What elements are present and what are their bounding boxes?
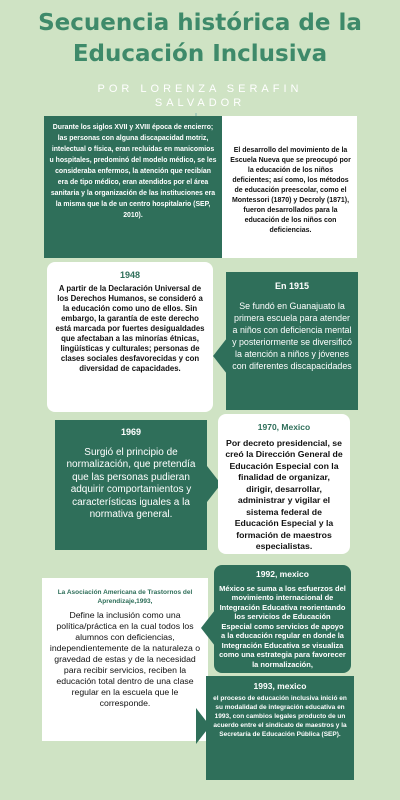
card-asociacion-americana <box>42 578 208 741</box>
card-1948 <box>47 262 213 412</box>
author <box>0 82 400 110</box>
card-year: En 1915 <box>274 281 310 291</box>
card-text: Se fundó en Guanajuato la primera escuela para atender a niños con deficiencia mental y posteriormente se diversificó la atención a niños y jóvenes con diferentes discapacidades <box>232 301 352 371</box>
card-text: Surgió el principio de normalización, que pretendía que las personas pudieran adquirir comportamientos y características iguales a la normativa general. <box>66 446 196 520</box>
author-line-2: SALVADOR <box>154 97 246 109</box>
card-text: México se suma a los esfuerzos del movimiento internacional de Integración Educativa reorientando los servicios de Educación Especial como servicios de apoyo a la educación regular en donde la Integración Educativa se visualiza como una estrategia para favorecer la normalización, <box>219 583 346 669</box>
card-1993-mexico <box>206 676 354 780</box>
title-line-1: Secuencia histórica de la <box>38 10 362 36</box>
title-line-2: Educación Inclusiva <box>72 41 328 67</box>
card-year: La Asociación Americana de Trastornos del Aprendizaje,1993, <box>57 589 193 605</box>
card-1969 <box>55 420 207 550</box>
header <box>0 0 400 120</box>
card-year: 1993, mexico <box>253 681 307 691</box>
page-title <box>0 8 400 70</box>
card-text: el proceso de educación inclusiva inició en su modalidad de integración educativa en 1993, con cambios legales producto de un acuerdo entre el sindicato de maestros y la Secretaría de Educación Pública (SEP). <box>213 695 347 738</box>
card-1915 <box>226 272 358 410</box>
card-year: 1992, mexico <box>256 569 309 579</box>
arrow-left <box>201 610 215 646</box>
author-line-1: POR LORENZA SERAFIN <box>97 83 303 95</box>
card-text: Por decreto presidencial, se creó la Dirección General de Educación Especial con la finalidad de organizar, dirigir, desarrollar, administrar y vigilar el sistema federal de Educación Especial y la formación de maestros especialistas. <box>225 437 343 551</box>
card-siglos-xvii-xviii <box>44 116 222 258</box>
card-text: A partir de la Declaración Universal de los Derechos Humanos, se consideró a la educación como uno de ellos. Sin embargo, la garantía de este derecho está marcada por fuertes desigualdades que afectaban a las minorías étnicas, lingüísticas y culturales; personas de clases sociales desfavorecidas y con diversidad de capacidades. <box>55 284 205 373</box>
card-text: Define la inclusión como una política/práctica en la cual todos los alumnos con deficiencias, independientemente de la naturaleza o gravedad de estas y de la necesidad para recibir servicios, reciben la educación total dentro de una clase regular en la escuela que le corresponde. <box>49 610 201 708</box>
card-text: El desarrollo del movimiento de la Escuela Nueva que se preocupó por la educación de los niños deficientes; así como, los métodos de educación preescolar, como el Montessori (1870) y Decroly (1871), fueron desarrollados para la educación de los niños con deficiencias. <box>230 147 351 234</box>
card-year: 1948 <box>119 270 141 280</box>
card-1992-mexico <box>214 565 351 673</box>
card-year: 1970, Mexico <box>257 422 311 432</box>
arrow-left <box>213 338 227 374</box>
card-year: 1969 <box>120 427 142 437</box>
card-escuela-nueva <box>222 116 357 258</box>
card-text: Durante los siglos XVII y XVIII época de encierro; las personas con alguna discapacidad motriz, intelectual o física, eran recluidas en manicomios u hospitales, predominó del modelo médico, se les consideraba enfermos, la atención que recibían era de tipo médico, eran atendidos por el área sanitaria y la organización de las instituciones era la misma que la de un centro hospitalario (SEP, 2010). <box>49 124 217 219</box>
card-1970-mexico <box>218 414 350 554</box>
